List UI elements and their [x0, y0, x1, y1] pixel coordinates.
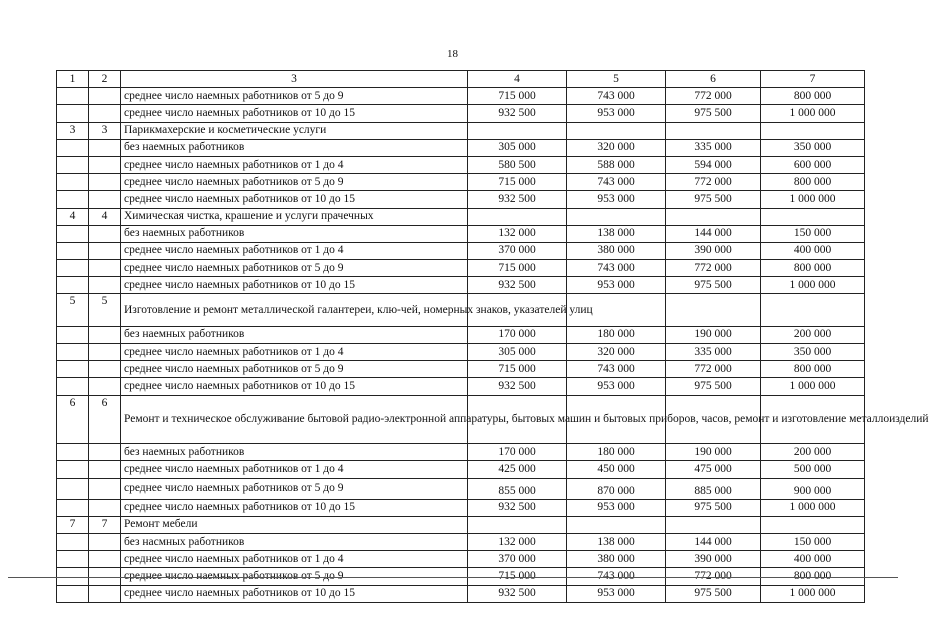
- section-number-cell: [57, 361, 89, 378]
- table-row: [57, 326, 865, 343]
- table-row: [57, 444, 865, 461]
- value-cell-6: 772 000: [666, 361, 761, 378]
- description-cell: среднее число наемных работников от 5 до 9: [121, 88, 468, 105]
- value-cell-7: 150 000: [761, 225, 865, 242]
- value-cell-6: 772 000: [666, 260, 761, 277]
- description-cell: среднее число наемных работников от 10 до 15: [121, 378, 468, 395]
- value-cell-6: 190 000: [666, 444, 761, 461]
- value-cell-5: 953 000: [567, 105, 666, 122]
- value-cell-7: 800 000: [761, 174, 865, 191]
- value-cell-6: 975 500: [666, 277, 761, 294]
- value-cell-7: 200 000: [761, 444, 865, 461]
- section-number-cell: [57, 444, 89, 461]
- description-cell: среднее число наемных работников от 5 до 9: [121, 174, 468, 191]
- section-number-cell: [57, 533, 89, 550]
- item-number-cell: [89, 105, 121, 122]
- section-number-cell: [57, 225, 89, 242]
- item-number-cell: [89, 378, 121, 395]
- table-row: [57, 361, 865, 378]
- value-cell-5: 450 000: [567, 461, 666, 478]
- item-number-cell: [89, 191, 121, 208]
- item-number-cell: [89, 260, 121, 277]
- description-cell: среднее число наемных работников от 10 до 15: [121, 191, 468, 208]
- value-cell-7: [761, 122, 865, 139]
- value-cell-5: 953 000: [567, 191, 666, 208]
- table-row: [57, 533, 865, 550]
- value-cell-5: 743 000: [567, 260, 666, 277]
- value-cell-5: 743 000: [567, 361, 666, 378]
- value-cell-5: 870 000: [567, 478, 666, 499]
- section-number-cell: [57, 277, 89, 294]
- item-number-cell: [89, 444, 121, 461]
- item-number-cell: [89, 174, 121, 191]
- table-row: [57, 242, 865, 259]
- description-cell: без наемных работников: [121, 225, 468, 242]
- value-cell-5: 953 000: [567, 585, 666, 602]
- table-row: [57, 105, 865, 122]
- value-cell-6: 975 500: [666, 585, 761, 602]
- value-cell-6: 975 500: [666, 105, 761, 122]
- value-cell-6: 772 000: [666, 568, 761, 585]
- horizontal-rule: [8, 577, 898, 578]
- value-cell-7: 800 000: [761, 568, 865, 585]
- description-cell: без наемных работников: [121, 444, 468, 461]
- value-cell-7: 350 000: [761, 344, 865, 361]
- table-row: [57, 122, 865, 139]
- value-cell-6: 144 000: [666, 533, 761, 550]
- table-row: [57, 156, 865, 173]
- value-cell-7: 350 000: [761, 139, 865, 156]
- value-cell-7: [761, 516, 865, 533]
- item-number-cell: [89, 326, 121, 343]
- section-number-cell: [57, 551, 89, 568]
- value-cell-7: [761, 294, 865, 326]
- value-cell-6: 390 000: [666, 551, 761, 568]
- section-number-cell: [57, 174, 89, 191]
- value-cell-7: 1 000 000: [761, 277, 865, 294]
- description-cell: без насмных работников: [121, 533, 468, 550]
- value-cell-5: 380 000: [567, 551, 666, 568]
- value-cell-5: 743 000: [567, 174, 666, 191]
- section-number-cell: [57, 326, 89, 343]
- section-number-cell: [57, 378, 89, 395]
- description-cell: среднее число наемных работников от 5 до 9: [121, 568, 468, 585]
- item-number-cell: [89, 139, 121, 156]
- table-row: [57, 294, 865, 326]
- value-cell-7: 1 000 000: [761, 499, 865, 516]
- value-cell-5: 953 000: [567, 277, 666, 294]
- section-number-cell: [57, 105, 89, 122]
- description-cell: среднее число наемных работников от 5 до 9: [121, 361, 468, 378]
- item-number-cell: 3: [89, 122, 121, 139]
- column-header-6: 6: [666, 71, 761, 88]
- column-header-3: 3: [121, 71, 468, 88]
- value-cell-6: 144 000: [666, 225, 761, 242]
- value-cell-4: 132 000: [468, 225, 567, 242]
- value-cell-6: 594 000: [666, 156, 761, 173]
- value-cell-6: 390 000: [666, 242, 761, 259]
- table-row: [57, 344, 865, 361]
- value-cell-4: 132 000: [468, 533, 567, 550]
- value-cell-6: 475 000: [666, 461, 761, 478]
- item-number-cell: [89, 225, 121, 242]
- value-cell-6: 975 500: [666, 191, 761, 208]
- value-cell-4: 932 500: [468, 499, 567, 516]
- value-cell-6: 335 000: [666, 344, 761, 361]
- value-cell-5: 320 000: [567, 139, 666, 156]
- value-cell-5: 953 000: [567, 378, 666, 395]
- table-row: [57, 395, 865, 444]
- description-cell: среднее число наемных работников от 1 до 4: [121, 461, 468, 478]
- description-cell: Изготовление и ремонт металлической галантереи, клю-чей, номерных знаков, указателей улиц: [121, 294, 468, 326]
- value-cell-6: 975 500: [666, 378, 761, 395]
- section-number-cell: [57, 499, 89, 516]
- table-row: [57, 585, 865, 602]
- item-number-cell: [89, 533, 121, 550]
- item-number-cell: [89, 277, 121, 294]
- description-cell: среднее число наемных работников от 10 до 15: [121, 277, 468, 294]
- item-number-cell: [89, 361, 121, 378]
- value-cell-4: 305 000: [468, 344, 567, 361]
- value-cell-5: 138 000: [567, 225, 666, 242]
- item-number-cell: [89, 344, 121, 361]
- table-row: [57, 461, 865, 478]
- value-cell-7: 150 000: [761, 533, 865, 550]
- description-cell: среднее число наемных работников от 1 до 4: [121, 242, 468, 259]
- value-cell-4: 932 500: [468, 585, 567, 602]
- value-cell-4: 170 000: [468, 444, 567, 461]
- value-cell-7: 400 000: [761, 551, 865, 568]
- value-cell-5: 743 000: [567, 88, 666, 105]
- description-cell: среднее число наемных работников от 10 до 15: [121, 585, 468, 602]
- value-cell-5: 953 000: [567, 499, 666, 516]
- description-cell: Ремонт и техническое обслуживание бытовой радио-электронной аппаратуры, бытовых машин и бытовых приборов, часов, ремонт и изготовление металлоизделий: [121, 395, 468, 444]
- value-cell-4: 932 500: [468, 277, 567, 294]
- description-cell: без наемных работников: [121, 139, 468, 156]
- section-number-cell: [57, 242, 89, 259]
- value-cell-7: 800 000: [761, 260, 865, 277]
- column-header-1: 1: [57, 71, 89, 88]
- section-number-cell: [57, 260, 89, 277]
- tariff-table: [56, 70, 929, 603]
- item-number-cell: 4: [89, 208, 121, 225]
- section-number-cell: 7: [57, 516, 89, 533]
- value-cell-4: [468, 208, 567, 225]
- value-cell-4: 715 000: [468, 260, 567, 277]
- description-cell: среднее число наемных работников от 1 до 4: [121, 551, 468, 568]
- value-cell-7: 1 000 000: [761, 378, 865, 395]
- value-cell-6: 190 000: [666, 326, 761, 343]
- value-cell-6: 772 000: [666, 174, 761, 191]
- value-cell-7: 600 000: [761, 156, 865, 173]
- value-cell-4: 715 000: [468, 88, 567, 105]
- column-header-7: 7: [761, 71, 865, 88]
- value-cell-4: 305 000: [468, 139, 567, 156]
- table-row: [57, 478, 865, 499]
- table-row: [57, 499, 865, 516]
- value-cell-6: 975 500: [666, 499, 761, 516]
- value-cell-6: 772 000: [666, 88, 761, 105]
- section-number-cell: 5: [57, 294, 89, 326]
- value-cell-6: [666, 516, 761, 533]
- value-cell-4: 715 000: [468, 568, 567, 585]
- description-cell: Парикмахерские и косметические услуги: [121, 122, 468, 139]
- item-number-cell: [89, 88, 121, 105]
- item-number-cell: [89, 242, 121, 259]
- value-cell-5: 180 000: [567, 444, 666, 461]
- header-row: [57, 71, 865, 88]
- value-cell-4: 580 500: [468, 156, 567, 173]
- value-cell-4: 425 000: [468, 461, 567, 478]
- value-cell-5: [567, 208, 666, 225]
- value-cell-5: 588 000: [567, 156, 666, 173]
- item-number-cell: 6: [89, 395, 121, 444]
- section-number-cell: [57, 191, 89, 208]
- column-header-2: 2: [89, 71, 121, 88]
- column-header-4: 4: [468, 71, 567, 88]
- value-cell-6: [666, 122, 761, 139]
- table-row: [57, 516, 865, 533]
- section-number-cell: [57, 461, 89, 478]
- description-cell: Химическая чистка, крашение и услуги прачечных: [121, 208, 468, 225]
- value-cell-7: 900 000: [761, 478, 865, 499]
- value-cell-5: [567, 122, 666, 139]
- value-cell-5: 320 000: [567, 344, 666, 361]
- item-number-cell: [89, 585, 121, 602]
- item-number-cell: 5: [89, 294, 121, 326]
- value-cell-4: 715 000: [468, 174, 567, 191]
- description-cell: среднее число наемных работников от 10 до 15: [121, 499, 468, 516]
- value-cell-4: 932 500: [468, 191, 567, 208]
- value-cell-6: [666, 294, 761, 326]
- item-number-cell: [89, 478, 121, 499]
- value-cell-4: 932 500: [468, 105, 567, 122]
- table-row: [57, 191, 865, 208]
- section-number-cell: 4: [57, 208, 89, 225]
- section-number-cell: 6: [57, 395, 89, 444]
- section-number-cell: 3: [57, 122, 89, 139]
- value-cell-4: 370 000: [468, 551, 567, 568]
- value-cell-4: [468, 516, 567, 533]
- value-cell-5: 380 000: [567, 242, 666, 259]
- description-cell: среднее число наемных работников от 5 до 9: [121, 478, 468, 499]
- table-row: [57, 139, 865, 156]
- section-number-cell: [57, 88, 89, 105]
- value-cell-5: 743 000: [567, 568, 666, 585]
- description-cell: без наемных работников: [121, 326, 468, 343]
- description-cell: среднее число наемных работников от 1 до 4: [121, 156, 468, 173]
- value-cell-6: [666, 208, 761, 225]
- value-cell-4: 855 000: [468, 478, 567, 499]
- table-row: [57, 208, 865, 225]
- table-row: [57, 88, 865, 105]
- description-cell: среднее число наемных работников от 10 до 15: [121, 105, 468, 122]
- value-cell-6: 335 000: [666, 139, 761, 156]
- section-number-cell: [57, 585, 89, 602]
- item-number-cell: 7: [89, 516, 121, 533]
- table-row: [57, 277, 865, 294]
- section-number-cell: [57, 139, 89, 156]
- section-number-cell: [57, 478, 89, 499]
- section-number-cell: [57, 156, 89, 173]
- value-cell-7: 1 000 000: [761, 105, 865, 122]
- table-row: [57, 260, 865, 277]
- value-cell-7: 1 000 000: [761, 191, 865, 208]
- value-cell-6: 885 000: [666, 478, 761, 499]
- value-cell-7: 500 000: [761, 461, 865, 478]
- description-cell: среднее число наемных работников от 1 до 4: [121, 344, 468, 361]
- table-row: [57, 174, 865, 191]
- value-cell-4: 715 000: [468, 361, 567, 378]
- description-cell: среднее число наемных работников от 5 до 9: [121, 260, 468, 277]
- table-body: [57, 88, 929, 603]
- value-cell-7: [761, 208, 865, 225]
- column-header-5: 5: [567, 71, 666, 88]
- item-number-cell: [89, 551, 121, 568]
- value-cell-4: 370 000: [468, 242, 567, 259]
- item-number-cell: [89, 499, 121, 516]
- item-number-cell: [89, 461, 121, 478]
- value-cell-7: 1 000 000: [761, 585, 865, 602]
- value-cell-4: 932 500: [468, 378, 567, 395]
- table-row: [57, 551, 865, 568]
- value-cell-4: [468, 122, 567, 139]
- table-row: [57, 378, 865, 395]
- page-number: 18: [447, 48, 458, 60]
- value-cell-7: 800 000: [761, 88, 865, 105]
- section-number-cell: [57, 344, 89, 361]
- value-cell-5: 138 000: [567, 533, 666, 550]
- table-row: [57, 225, 865, 242]
- description-cell: Ремонт мебели: [121, 516, 468, 533]
- value-cell-5: [567, 516, 666, 533]
- item-number-cell: [89, 156, 121, 173]
- value-cell-7: 800 000: [761, 361, 865, 378]
- value-cell-5: 180 000: [567, 326, 666, 343]
- value-cell-4: 170 000: [468, 326, 567, 343]
- value-cell-7: 200 000: [761, 326, 865, 343]
- value-cell-7: 400 000: [761, 242, 865, 259]
